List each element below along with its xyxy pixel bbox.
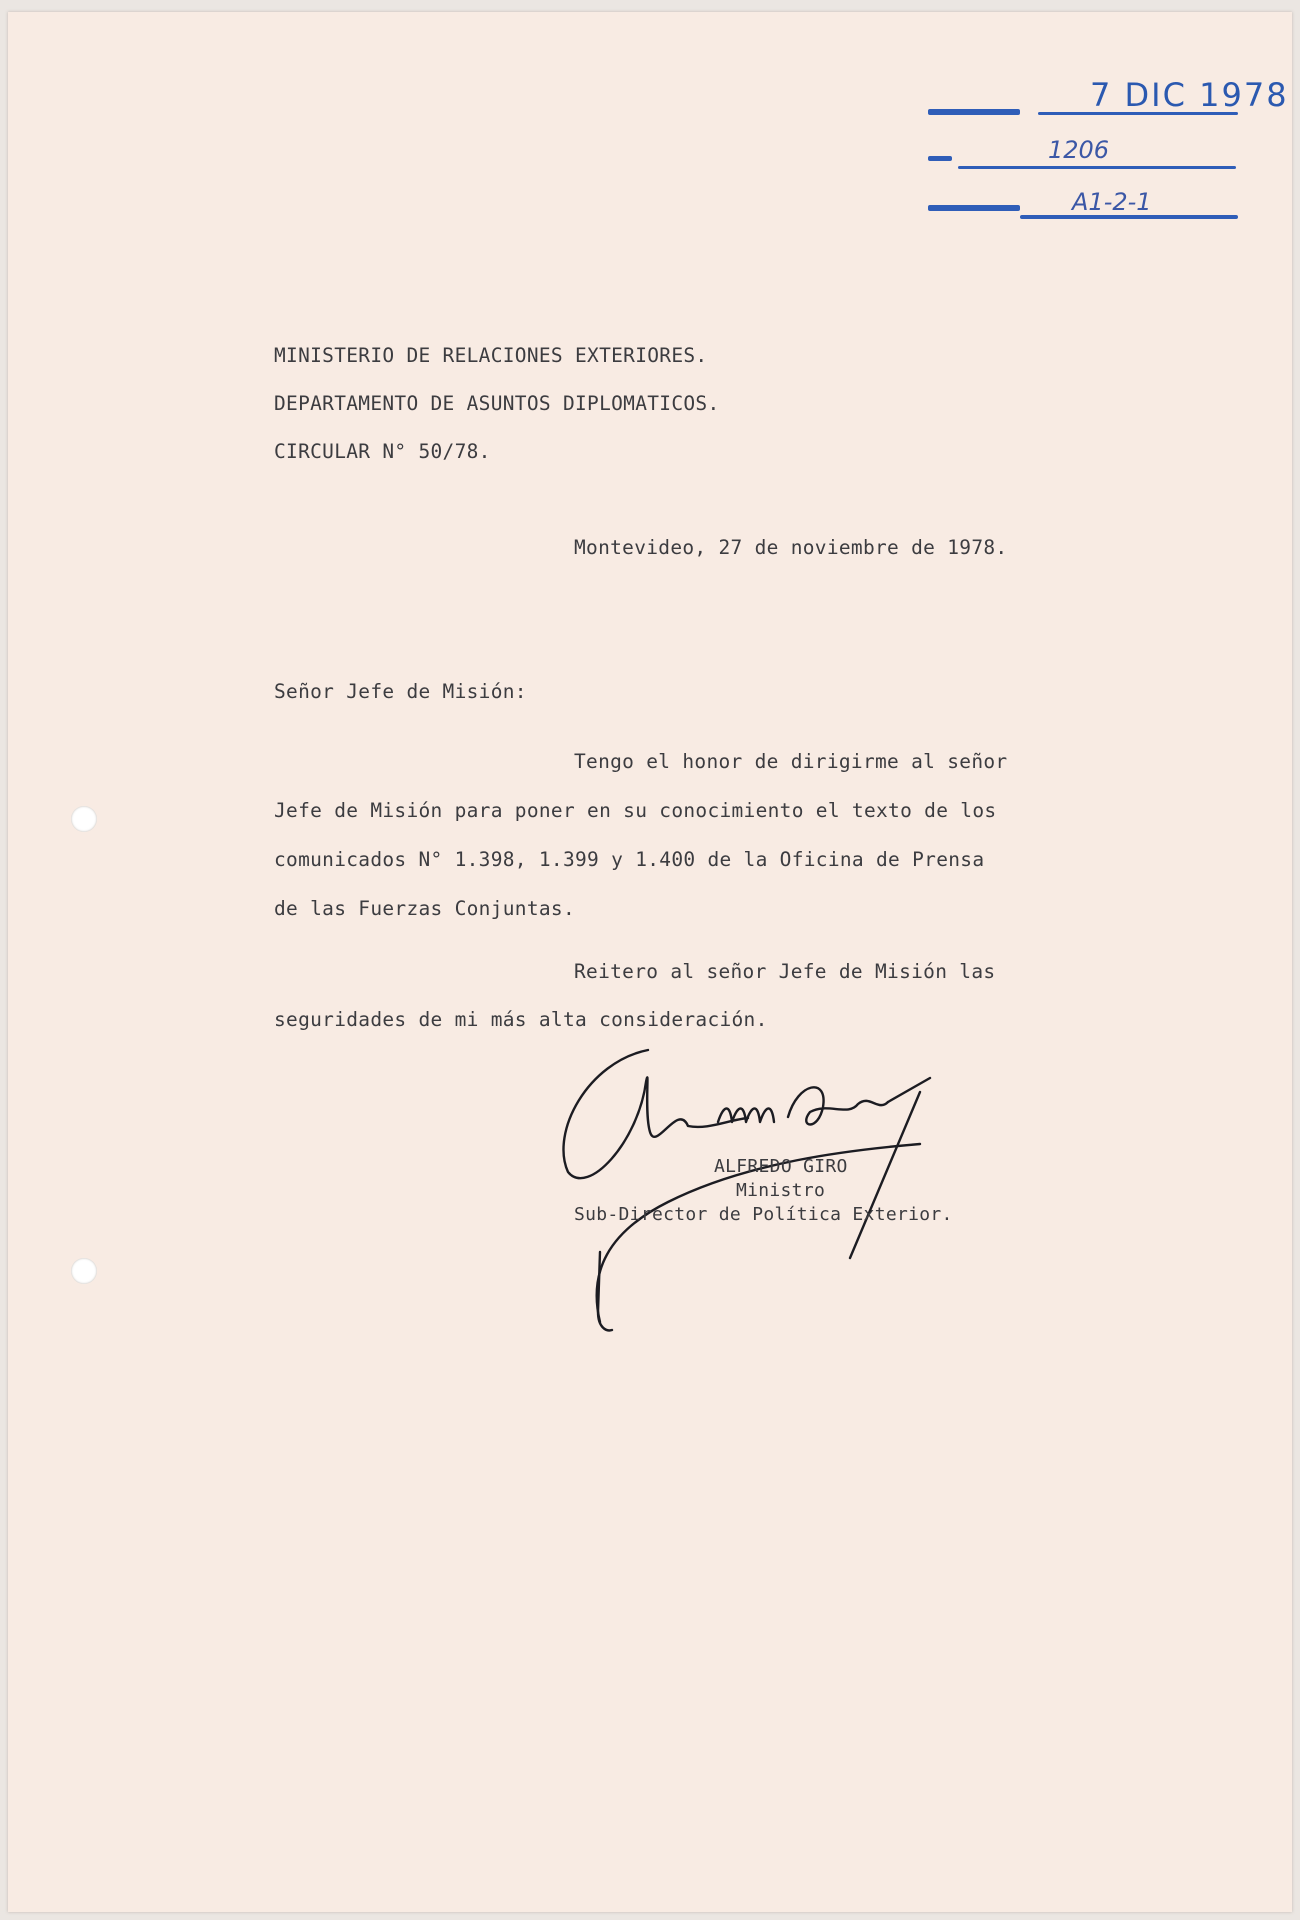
body-line: Jefe de Misión para poner en su conocimiento el texto de los bbox=[274, 799, 997, 822]
body-line: seguridades de mi más alta consideración. bbox=[274, 1008, 768, 1031]
body-line: Reitero al señor Jefe de Misión las bbox=[574, 960, 996, 983]
punch-hole-top bbox=[71, 806, 97, 832]
signatory-title: Sub-Director de Política Exterior. bbox=[574, 1204, 953, 1225]
body-line: Tengo el honor de dirigirme al señor bbox=[574, 750, 1008, 773]
salutation: Señor Jefe de Misión: bbox=[274, 680, 527, 703]
signatory-rank: Ministro bbox=[736, 1180, 826, 1201]
ministry-heading: MINISTERIO DE RELACIONES EXTERIORES. bbox=[274, 344, 708, 367]
stamp-reference: A1-2-1 bbox=[1072, 188, 1152, 216]
body-line: comunicados N° 1.398, 1.399 y 1.400 de la Oficina de Prensa bbox=[274, 848, 985, 871]
signatory-name: ALFREDO GIRO bbox=[714, 1156, 848, 1177]
date-line: Montevideo, 27 de noviembre de 1978. bbox=[574, 536, 1008, 559]
stamp-date: 7 DIC 1978 bbox=[1090, 76, 1289, 114]
punch-hole-bottom bbox=[71, 1258, 97, 1284]
department-heading: DEPARTAMENTO DE ASUNTOS DIPLOMATICOS. bbox=[274, 392, 720, 415]
circular-number: CIRCULAR N° 50/78. bbox=[274, 440, 491, 463]
body-line: de las Fuerzas Conjuntas. bbox=[274, 897, 575, 920]
stamp-number: 1206 bbox=[1048, 136, 1110, 164]
document-page bbox=[8, 12, 1292, 1912]
